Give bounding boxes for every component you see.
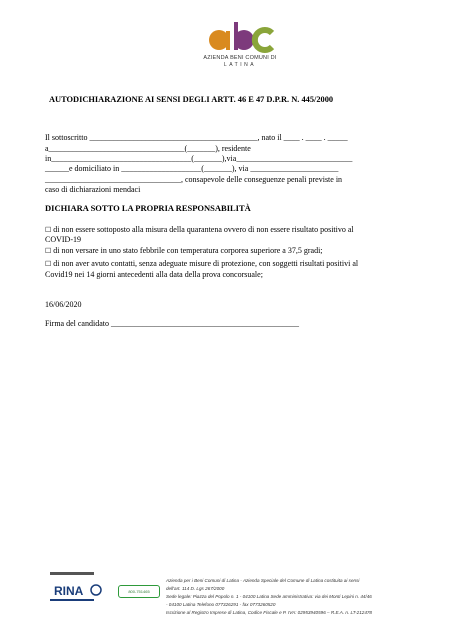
checkbox-icon: ☐ (45, 260, 52, 268)
checkbox-icon: ☐ (45, 226, 52, 234)
phone-badge: 800-751465 (118, 585, 160, 598)
footer-line-3: Sede legale: Piazza del Popolo n. 1 - 04100 Latina Sede amministrativa: via dei Monti Lepini n. 44/46 (166, 594, 372, 599)
form-line-4: ______e domiciliato in ____________________(_______), via ______________________ (45, 164, 339, 173)
form-line-6: caso di dichiarazioni mendaci (45, 185, 141, 194)
declaration-3 (45, 259, 358, 268)
logo-city: LATINA (223, 62, 257, 68)
signature-line: _______________________________________________ (110, 319, 299, 328)
declaration-3-continued: Covid19 nei 14 giorni antecedenti alla data della prova concorsuale; (45, 270, 263, 279)
declaration-heading: DICHIARA SOTTO LA PROPRIA RESPONSABILITÀ (45, 203, 251, 213)
declaration-1-continued: COVID-19 (45, 235, 81, 244)
footer-line-5: Iscrizione al Registro Imprese di Latina, Codice Fiscale e P. IVA: 02953940596 – R.E.A. n. LT-212478 (166, 610, 372, 615)
footer-line-4: - 04100 Latina Telefono 077326291 - fax 0773260520 (166, 602, 276, 607)
checkbox-icon: ☐ (45, 247, 52, 255)
form-line-3: in___________________________________(_______),via_____________________________ (45, 154, 353, 163)
form-line-2: a__________________________________(_______), residente (45, 144, 251, 153)
footer-line-1: Azienda per i Beni Comuni di Latina - Azienda Speciale del Comune di Latina costituita ai sensi (166, 578, 360, 583)
certification-logo (50, 568, 106, 608)
declaration-1-text: di non essere sottoposto alla misura della quarantena ovvero di non essere risultato positivo al (53, 225, 354, 234)
declaration-3-text: di non aver avuto contatti, senza adeguate misure di protezione, con soggetti risultati positivi al (53, 259, 359, 268)
footer-info (166, 577, 436, 617)
logo-subtitle: AZIENDA BENI COMUNI DI (203, 55, 277, 61)
logo-letter-c-icon (255, 30, 272, 50)
declaration-2-text: di non versare in uno stato febbrile con temperatura corporea superiore a 37,5 gradi; (53, 246, 323, 255)
signature-row (45, 319, 299, 328)
form-line-1: Il sottoscritto __________________________________________, nato il ____ . ____ . _____ (45, 133, 348, 142)
declaration-1 (45, 225, 354, 234)
form-line-5: __________________________________, consapevole delle conseguenze penali previste in (45, 175, 343, 184)
logo-letter-b-icon (234, 30, 254, 50)
document-date: 16/06/2020 (45, 300, 82, 309)
declaration-2 (45, 246, 323, 255)
footer-line-2: dell'art. 114 D. Lgs 267/2000 (166, 586, 225, 591)
document-title: AUTODICHIARAZIONE AI SENSI DEGLI ARTT. 46 E 47 D.P.R. N. 445/2000 (49, 95, 334, 104)
cert-label: RINA (54, 584, 84, 598)
signature-label: Firma del candidato (45, 319, 109, 328)
